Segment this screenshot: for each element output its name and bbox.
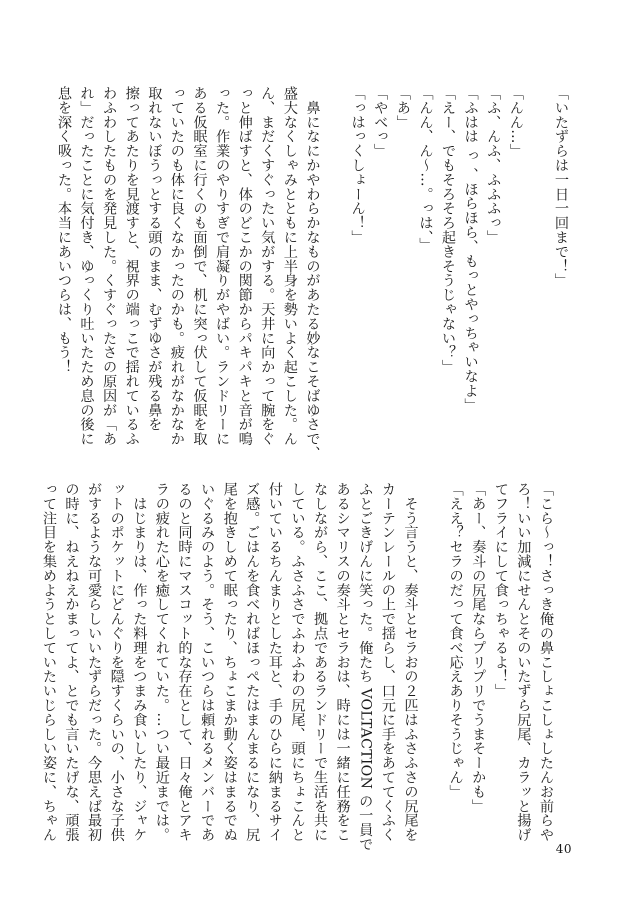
lower-line: [421, 482, 444, 850]
lower-line: るのと同時にマスコット的な存在として、日々俺とアキ: [176, 482, 193, 842]
upper-text-block: [52, 86, 572, 476]
upper-line: 「やべっ」: [372, 86, 389, 158]
upper-line: 息を深く吸った。本当にあいつらは、もう！: [55, 86, 72, 374]
lower-line: 尾を抱きしめて眠ったり、ちょこまか動く姿はまるでぬ: [221, 482, 238, 842]
lower-line: いぐるみのよう。そう、こいつらは頼れるメンバーであ: [199, 482, 216, 842]
lower-line: 「あー、奏斗の尻尾ならプリプリでうまそーかも」: [470, 482, 487, 814]
lower-line: ラの疲れた心を癒してくれていた。…つい最近までは。: [153, 482, 170, 842]
upper-line: 「んん、ん〜…。っは、」: [417, 86, 434, 252]
upper-line: 「えー、でもそろそろ起きそうじゃない？」: [440, 86, 457, 374]
lower-line: ふとごきげんに笑った。俺たち VOLTACTION の一員で: [357, 482, 374, 852]
lower-line: てフライにして食っちゃるよ！」: [492, 482, 509, 698]
upper-line: 擦ってあたりを見渡すと、視界の端っこで揺れているふ: [123, 86, 140, 446]
lower-line: ットのポケットにどんぐりを隠すくらいの、小さな子供: [108, 482, 125, 842]
lower-line: 付いているちんまりとした耳と、手のひらに納まるサイ: [266, 482, 283, 842]
upper-line: [527, 86, 550, 476]
page-number: 40: [555, 842, 572, 856]
lower-line: そう言うと、奏斗とセラおの２匹はふさふさの尻尾を: [402, 482, 419, 842]
upper-line: 「っはっくしょーん！」: [349, 86, 366, 245]
lower-line: あるシマリスの奏斗とセラおは、時には一緒に任務をこ: [334, 482, 351, 842]
upper-line: 鼻になにかやわらかなものがあたる妙なこそばゆさで、: [304, 86, 321, 461]
lower-line: 「ええ？セラのだって食べ応えありそうじゃん」: [447, 482, 464, 799]
upper-line: 「んん…」: [507, 86, 524, 158]
upper-line: 「いたずらは一日一回まで！」: [553, 86, 569, 288]
upper-line: わふわしたものを発見した。くすぐったさの原因が「あ: [101, 86, 118, 446]
lower-line: がするような可愛らしいいたずらだった。今思えば最初: [86, 482, 103, 842]
upper-line: [323, 86, 346, 476]
upper-line: 「あ」: [394, 86, 411, 130]
upper-line: っと伸ばすと、体のどこかの関節からパキパキと音が鳴: [236, 86, 253, 446]
lower-line: ズ感。ごはんを食べればほっぺたはまんまるになり、尻: [244, 482, 261, 842]
lower-line: の時に、ねえねえかまってよ、とでも言いたげな、頑張: [63, 482, 80, 842]
lower-line: はじまりは、作った料理をつまみ食いしたり、ジャケ: [131, 482, 148, 842]
lower-line: なしながら、ここ、拠点であるランドリーで生活を共に: [312, 482, 329, 842]
upper-line: れ」だったことに気付き、ゆっくり吐いたため息の後に: [78, 86, 95, 446]
lower-line: カーテンレールの上で揺らし、口元に手をあててくふく: [379, 482, 396, 842]
lower-line: って注目を集めようとしていたいじらしい姿に、ちゃん: [40, 482, 57, 842]
upper-line: ある仮眠室に行くのも面倒で、机に突っ伏して仮眠を取: [191, 86, 208, 446]
upper-line: 取れないぼうっとする頭のまま、むずゆさが残る鼻を: [146, 86, 163, 432]
upper-line: 盛大なくしゃみとともに上半身を勢いよく起こした。ん: [281, 86, 298, 446]
upper-line: っていたのも体に良くなかったのかも。疲れがなかなか: [168, 86, 185, 446]
lower-text-block: [37, 482, 557, 850]
lower-line: 「こら〜っ！さっき俺の鼻こしょこしょしたんお前らや: [538, 482, 554, 842]
upper-line: 「ふはは っ 、ほらほら、もっとやっちゃいなよ」: [462, 86, 479, 413]
lower-line: ろ！いい加減にせんとそのいたずら尻尾、カラッと揚げ: [515, 482, 532, 842]
upper-line: った。作業のやりすぎで肩凝りがやばい。ランドリーに: [214, 86, 231, 446]
upper-line: ん、まだくすぐったい気がする。天井に向かって腕をぐ: [259, 86, 276, 446]
upper-line: 「ふ、んふ、ふふふっ」: [485, 86, 502, 245]
lower-line: している。ふさふさでふわふわの尻尾、頭にちょこんと: [289, 482, 306, 842]
